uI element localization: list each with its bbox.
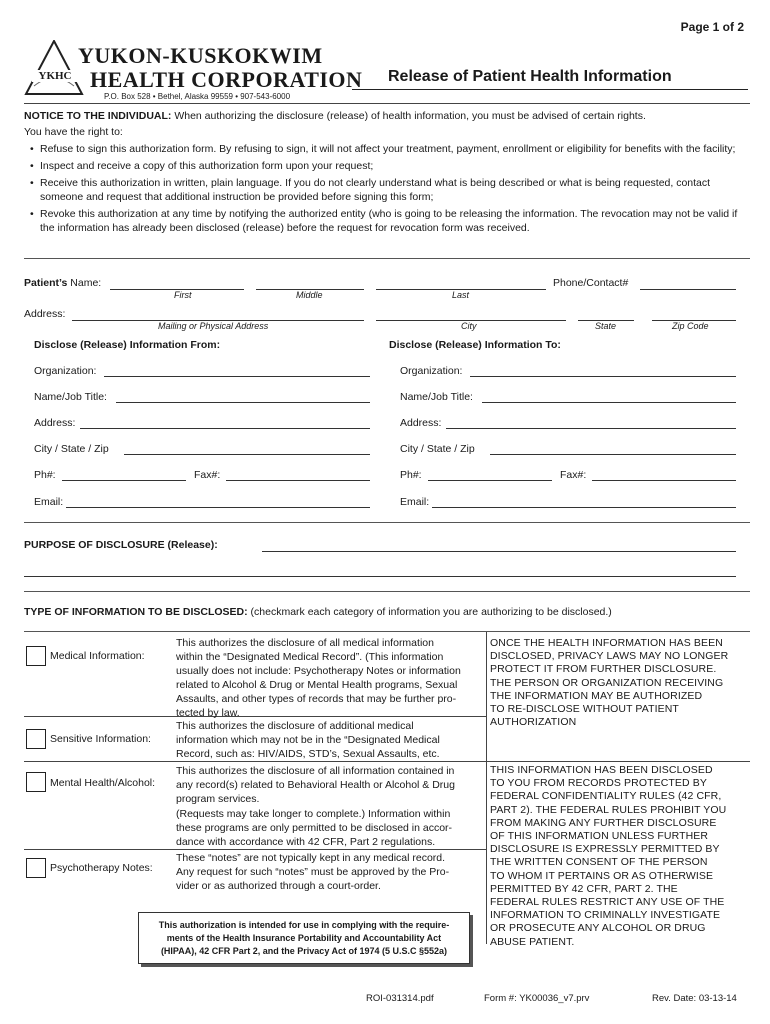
to-organization-field[interactable] [470, 376, 736, 377]
to-fax-label: Fax#: [560, 469, 587, 481]
footer-revision-date: Rev. Date: 03-13-14 [652, 993, 737, 1004]
rights-intro: You have the right to: [24, 126, 123, 138]
to-name-title-label: Name/Job Title: [400, 391, 473, 403]
from-phone-label: Ph#: [34, 469, 56, 481]
from-organization-label: Organization: [34, 365, 97, 377]
section-divider [24, 522, 750, 523]
zip-caption: Zip Code [672, 321, 709, 331]
to-city-state-zip-label: City / State / Zip [400, 443, 475, 455]
from-name-title-field[interactable] [116, 402, 370, 403]
patient-name-label: Patient’s Name: [24, 277, 102, 289]
page-number: Page 1 of 2 [680, 20, 744, 34]
from-email-field[interactable] [66, 507, 370, 508]
from-address-field[interactable] [80, 428, 370, 429]
redisclosure-warning: ONCE THE HEALTH INFORMATION HAS BEEN DISCLOSED, PRIVACY LAWS MAY NO LONGER PROTECT IT FROM FURTHER DISCLOSURE. THE PERSON OR ORGANIZATION RECEIVING THE INFORMATION MAY BE AUTHORIZED TO RE-DISCLOSE WITHOUT PATIENT AUTHORIZATION [490, 637, 729, 729]
table-column-divider [486, 632, 487, 944]
footer-file-name: ROI-031314.pdf [366, 993, 434, 1004]
to-phone-label: Ph#: [400, 469, 422, 481]
from-address-label: Address: [34, 417, 76, 429]
section-divider [24, 258, 750, 259]
title-underline [352, 89, 748, 90]
first-caption: First [174, 290, 192, 300]
right-item: • Inspect and receive a copy of this authorization form upon your request; [24, 159, 746, 173]
disclose-to-heading: Disclose (Release) Information To: [389, 339, 561, 351]
disclose-from-heading: Disclose (Release) Information From: [34, 339, 221, 351]
table-top-border [24, 631, 750, 632]
psychotherapy-notes-description: These “notes” are not typically kept in any medical record. Any request for such “notes” must be approved by the Pro- vider or as authorized through a court-order. [176, 852, 450, 892]
type-of-info-line [24, 606, 612, 618]
from-fax-label: Fax#: [194, 469, 221, 481]
notice-section [24, 109, 750, 238]
from-name-title-label: Name/Job Title: [34, 391, 107, 403]
federal-confidentiality-warning: THIS INFORMATION HAS BEEN DISCLOSED TO YOU FROM RECORDS PROTECTED BY FEDERAL CONFIDENTIALITY RULES (42 CFR, PART 2). THE FEDERAL RULES PROHIBIT YOU FROM MAKING ANY FURTHER DISCLOSURE OF THIS INFORMATION UNLESS FURTHER DISCLOSURE IS EXPRESSLY PERMITTED BY THE WRITTEN CONSENT OF THE PERSON TO WHOM IT PERTAINS OR AS OTHERWISE PERMITTED BY 42 CFR, PART 2. THE FEDERAL RULES RESTRICT ANY USE OF THE INFORMATION TO CRIMINALLY INVESTIGATE OR PROSECUTE ANY ALCOHOL OR DRUG ABUSE PATIENT. [490, 764, 727, 948]
from-phone-field[interactable] [62, 480, 186, 481]
middle-caption: Middle [296, 290, 323, 300]
organization-name [74, 44, 362, 92]
organization-address: P.O. Box 528 • Bethel, Alaska 99559 • 907-543-6000 [104, 92, 291, 101]
phone-contact-field[interactable] [640, 289, 736, 290]
to-phone-field[interactable] [428, 480, 552, 481]
from-email-label: Email: [34, 496, 64, 508]
mental-health-alcohol-label: Mental Health/Alcohol: [50, 777, 156, 789]
sensitive-information-label: Sensitive Information: [50, 733, 151, 745]
psychotherapy-notes-label: Psychotherapy Notes: [50, 862, 153, 874]
type-of-info-heading: TYPE OF INFORMATION TO BE DISCLOSED: [24, 606, 248, 618]
phone-contact-label: Phone/Contact# [553, 277, 629, 289]
right-item: • Refuse to sign this authorization form. By refusing to sign, it will not affect your treatment, payment, enrollment or eligibility for benefits with the facility; [24, 142, 746, 156]
from-city-state-zip-field[interactable] [124, 454, 370, 455]
notice-line [24, 109, 750, 123]
type-of-info-subtext: (checkmark each category of information you are authorizing to be disclosed.) [247, 606, 612, 618]
address-label: Address: [24, 308, 66, 320]
medical-information-checkbox[interactable] [26, 646, 46, 666]
medical-information-label: Medical Information: [50, 650, 145, 662]
state-caption: State [595, 321, 617, 331]
from-city-state-zip-label: City / State / Zip [34, 443, 109, 455]
form-title: Release of Patient Health Information [388, 68, 672, 85]
hipaa-compliance-box: This authorization is intended for use in complying with the require- ments of the Health Insurance Portability and Accountability Act (HIPAA), 42 CFR Part 2, and the Privacy Act of 1974 (5 U.S.C §552a) [138, 912, 470, 964]
psychotherapy-notes-checkbox[interactable] [26, 858, 46, 878]
to-name-title-field[interactable] [482, 402, 736, 403]
section-divider [24, 591, 750, 592]
mental-health-alcohol-note: (Requests may take longer to complete.) Information within these programs are only permitted to be disclosed in accor- dance with accordance with 42 CFR, Part 2 regulations. [176, 808, 453, 848]
right-item: • Receive this authorization in written, plain language. If you do not clearly understand what is being described or what is being requested, contact someone and request that additional instruction be provided before signing this form; [24, 176, 746, 204]
table-row-divider [24, 849, 486, 850]
header-divider [24, 103, 750, 104]
table-row-divider [24, 761, 750, 762]
medical-information-description: This authorizes the disclosure of all medical information within the “Designated Medical Record”. (This information usually does not include: Psychotherapy Notes or information related to Alcohol & Drug or Mental Health programs, Sexual Assaults, and other types of records that may be further pro- tected by law. [176, 637, 461, 719]
sensitive-information-description: This authorizes the disclosure of additional medical information which may not be in the “Designated Medical Record, such as: HIV/AIDS, STD’s, Sexual Assaults, etc. [176, 720, 440, 760]
rights-list [24, 142, 746, 235]
sensitive-information-checkbox[interactable] [26, 729, 46, 749]
city-caption: City [461, 321, 477, 331]
from-fax-field[interactable] [226, 480, 370, 481]
to-email-field[interactable] [432, 507, 736, 508]
right-item: • Revoke this authorization at any time by notifying the authorized entity (who is going to be releasing the information. The revocation may not be valid if the information has already been disclosed (release) before the request for revocation form was received. [24, 207, 746, 235]
logo-text: YKHC [32, 70, 78, 82]
notice-text: When authorizing the disclosure (release) of health information, you must be advised of certain rights. [174, 110, 646, 122]
last-caption: Last [452, 290, 470, 300]
org-name-line2: HEALTH CORPORATION [90, 67, 363, 92]
to-fax-field[interactable] [592, 480, 736, 481]
to-address-field[interactable] [446, 428, 736, 429]
to-email-label: Email: [400, 496, 430, 508]
purpose-label: PURPOSE OF DISCLOSURE (Release): [24, 539, 218, 551]
footer-form-number: Form #: YK00036_v7.prv [484, 993, 590, 1004]
notice-heading: NOTICE TO THE INDIVIDUAL: [24, 110, 172, 122]
to-address-label: Address: [400, 417, 442, 429]
address-caption: Mailing or Physical Address [158, 321, 269, 331]
purpose-field-line2[interactable] [24, 576, 736, 577]
from-organization-field[interactable] [104, 376, 370, 377]
mental-health-alcohol-checkbox[interactable] [26, 772, 46, 792]
purpose-field[interactable] [262, 551, 736, 552]
to-city-state-zip-field[interactable] [490, 454, 736, 455]
to-organization-label: Organization: [400, 365, 463, 377]
mental-health-alcohol-description: This authorizes the disclosure of all information contained in any record(s) related to Behavioral Health or Alcohol & Drug program services. [176, 765, 455, 805]
org-name-line1: YUKON-KUSKOKWIM [78, 43, 323, 68]
